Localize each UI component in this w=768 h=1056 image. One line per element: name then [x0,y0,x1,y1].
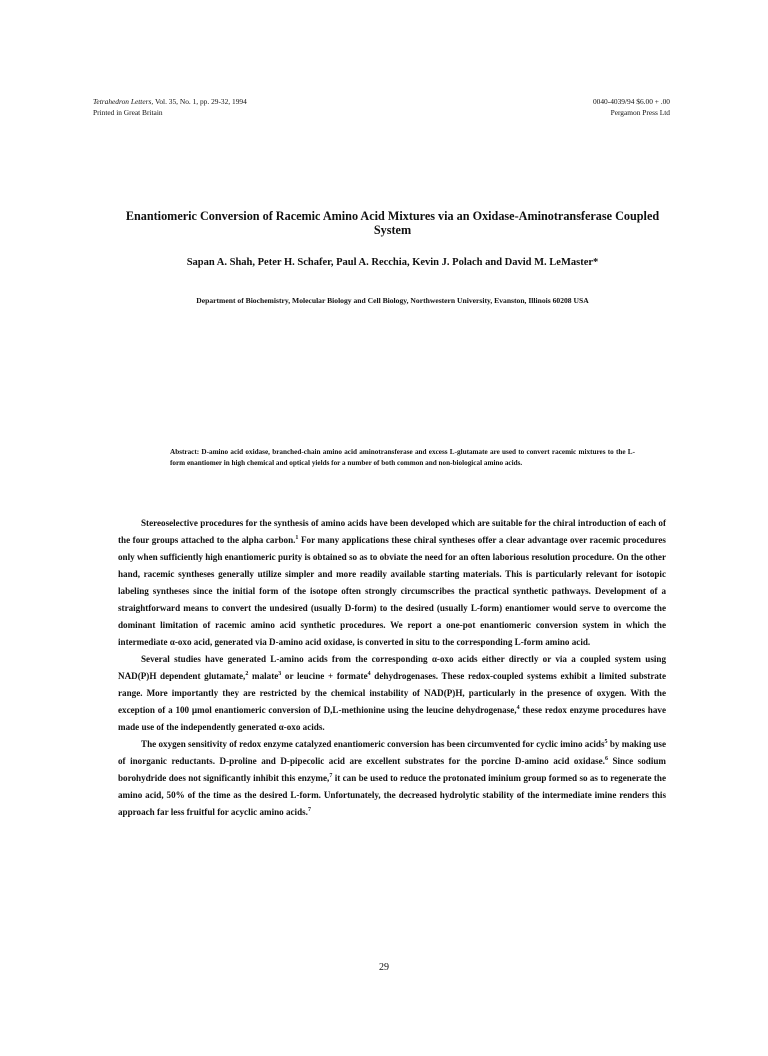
text-run: Stereoselective procedures for the synthesis of amino acids have been developed which are suitable for the chiral introduction of each of the four groups attached to the alpha carbon. [118,518,666,545]
reference-marker: 3 [278,670,282,677]
author-list: Sapan A. Shah, Peter H. Schafer, Paul A. Recchia, Kevin J. Polach and David M. LeMaster* [186,257,599,268]
text-run: malate [248,671,279,681]
paragraph-1 [118,515,666,651]
header-left [93,97,247,118]
printed-in: Printed in Great Britain [93,107,163,117]
text-run: For many applications these chiral syntheses offer a clear advantage over racemic procedures only when sufficiently high enantiomeric purity is obtained so as to obviate the need for an often laborious resolution procedure. On the other hand, racemic syntheses generally utilize simpler and more readily available starting materials. This is particularly relevant for isotopic labeling syntheses since the initial form of the isotope often strongly circumscribes the practical synthetic pathways. Development of a straightforward means to convert the undesired (usually D-form) to the desired (usually L-form) enantiomer would serve to overcome the dominant limitation of racemic amino acid synthetic procedures. We report a one-pot enantiomeric conversion system in which the intermediate α-oxo acid, generated via D-amino acid oxidase, is converted in situ to the corresponding L-form amino acid. [118,535,666,647]
text-run: by making use of inorganic reductants. D-proline and D-pipecolic acid are excellent substrates for the porcine D-amino acid oxidase. [118,739,666,766]
journal-citation [93,97,247,108]
text-run: or leucine + formate [281,671,368,681]
reference-marker: 1 [295,534,299,541]
text-run: Several studies have generated L-amino acids from the corresponding α-oxo acids either directly or via a coupled system using NAD(P)H dependent glutamate, [118,654,666,681]
reference-marker: 7 [307,806,311,813]
text-run: it can be used to reduce the protonated iminium group formed so as to regenerate the amino acid, 50% of the time as the desired L-form. Unfortunately, the decreased hydrolytic stability of the intermediate imine renders this approach far less fruitful for acyclic amino acids. [118,773,666,817]
reference-marker: 4 [516,704,520,711]
paragraph-2 [118,651,666,736]
article-title: Enantiomeric Conversion of Racemic Amino Acid Mixtures via an Oxidase-Aminotransferase Coupled System [125,209,660,237]
text-run: dehydrogenases. These redox-coupled systems exhibit a limited substrate range. More importantly they are restricted by the chemical instability of NAD(P)H, particularly in the presence of oxygen. With the exception of a 100 µmol enantiomeric conversion of D,L-methionine using the leucine dehydrogenase, [118,671,666,715]
journal-name: Tetrahedron Letters, [93,97,154,106]
paragraph-3 [118,736,666,821]
issn-price: 0040-4039/94 $6.00 + .00 [592,97,670,106]
text-run: these redox enzyme procedures have made use of the independently generated α-oxo acids. [118,705,666,732]
reference-marker: 6 [604,755,608,762]
page-number: 29 [379,962,389,973]
reference-marker: 5 [604,738,608,745]
publisher: Pergamon Press Ltd [610,107,670,117]
header-right [593,97,670,118]
abstract [170,447,635,468]
reference-marker: 4 [367,670,371,677]
volume-pages-year: Vol. 35, No. 1, pp. 29-32, 1994 [153,97,247,106]
text-run: The oxygen sensitivity of redox enzyme catalyzed enantiomeric conversion has been circumvented for cyclic imino acids [141,739,605,749]
abstract-label: Abstract: [170,448,200,456]
affiliation: Department of Biochemistry, Molecular Biology and Cell Biology, Northwestern University, Evanston, Illinois 60208 USA [196,296,589,305]
text-run: Since sodium borohydride does not significantly inhibit this enzyme, [118,756,666,783]
abstract-text: D-amino acid oxidase, branched-chain amino acid aminotransferase and excess L-glutamate are used to convert racemic mixtures to the L-form enantiomer in high chemical and optical yields for a number of both common and non-biological amino acids. [170,448,635,467]
reference-marker: 2 [245,670,249,677]
body-text [118,515,666,821]
reference-marker: 7 [329,772,333,779]
